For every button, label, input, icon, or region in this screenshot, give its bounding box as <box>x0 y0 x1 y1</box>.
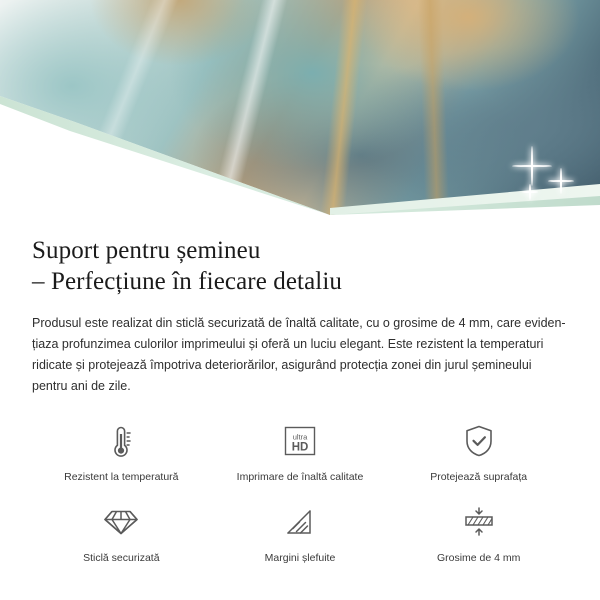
feature-label: Protejează suprafața <box>430 471 528 483</box>
sparkle-icon <box>522 184 538 200</box>
thickness-4mm-icon <box>457 500 501 544</box>
feature-label: Imprimare de înaltă calitate <box>236 471 364 483</box>
svg-text:ultra: ultra <box>292 432 308 442</box>
page-title-line-1: Suport pentru șemineu <box>32 237 261 264</box>
feature-item-polished-edges <box>211 500 390 565</box>
ultra-hd-icon <box>278 419 322 463</box>
sparkle-icon <box>548 168 574 194</box>
diamond-icon <box>99 500 143 544</box>
feature-label: Sticlă securizată <box>83 552 160 564</box>
feature-label: Margini șlefuite <box>264 552 336 564</box>
page-title-line-2: – Perfecțiune în fiecare detaliu <box>32 268 342 295</box>
feature-item-thickness <box>389 500 568 565</box>
feature-item-temperature <box>32 419 211 484</box>
feature-label: Grosime de 4 mm <box>436 552 521 564</box>
product-description-text: Produsul este realizat din sticlă securizată de înaltă calitate, cu o grosime de 4 mm, care eviden-țiaza profunzimea culorilor imprimeului și oferă un luciu elegant. Este rezistent la temperaturi ridicate și protejează împotriva deteriorărilor, asigurând protecția zonei din jurul șemineului pentru ani de zile. <box>32 316 566 393</box>
feature-grid <box>32 419 568 565</box>
feature-item-print-quality <box>211 419 390 484</box>
shield-check-icon <box>457 419 501 463</box>
feature-item-surface-protection <box>389 419 568 484</box>
svg-text:HD: HD <box>291 441 309 454</box>
feature-item-tempered-glass <box>32 500 211 565</box>
marble-veins-overlay <box>0 0 600 215</box>
page-title <box>32 235 568 297</box>
thermometer-icon <box>99 419 143 463</box>
sparkle-icon <box>512 146 552 186</box>
feature-label: Rezistent la temperatură <box>64 471 179 483</box>
hero-image <box>0 0 600 215</box>
polished-edges-icon <box>278 500 322 544</box>
content-area <box>0 235 600 565</box>
